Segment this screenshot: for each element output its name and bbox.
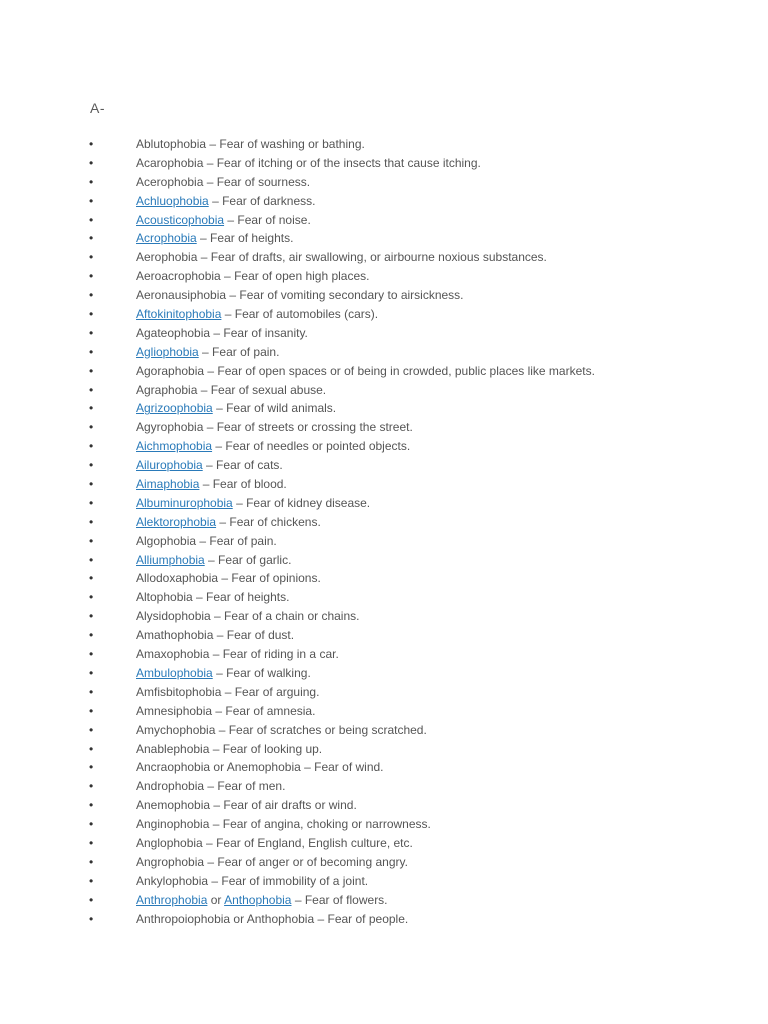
description-text: Anglophobia – Fear of England, English culture, etc. xyxy=(136,835,413,850)
bullet-icon: • xyxy=(89,288,94,303)
description-text: – Fear of heights. xyxy=(196,231,294,246)
bullet-icon: • xyxy=(89,269,94,284)
phobia-link[interactable]: Ambulophobia xyxy=(136,665,213,680)
description-text: – Fear of noise. xyxy=(224,212,311,227)
bullet-icon: • xyxy=(89,533,94,548)
list-item-text xyxy=(136,211,311,230)
description-text: – Fear of darkness. xyxy=(208,193,316,208)
bullet-icon: • xyxy=(89,420,94,435)
list-item-text xyxy=(136,399,336,418)
phobia-link[interactable]: Ailurophobia xyxy=(136,458,203,473)
description-text: – Fear of automobiles (cars). xyxy=(221,307,379,322)
list-item-text xyxy=(136,456,283,475)
bullet-icon: • xyxy=(89,344,94,359)
list-item-text xyxy=(136,834,413,853)
bullet-icon: • xyxy=(89,363,94,378)
phobia-link[interactable]: Agrizoophobia xyxy=(136,401,213,416)
bullet-icon: • xyxy=(89,212,94,227)
bullet-icon: • xyxy=(89,609,94,624)
list-item-text xyxy=(136,267,370,286)
description-text: Anablephobia – Fear of looking up. xyxy=(136,741,323,756)
list-item-text xyxy=(136,910,408,929)
phobia-link[interactable]: Aimaphobia xyxy=(136,477,200,492)
bullet-icon: • xyxy=(89,684,94,699)
bullet-icon: • xyxy=(89,401,94,416)
bullet-icon: • xyxy=(89,722,94,737)
bullet-icon: • xyxy=(89,137,94,151)
bullet-icon: • xyxy=(89,817,94,832)
list-item-text xyxy=(136,248,547,267)
description-text: Ankylophobia – Fear of immobility of a joint. xyxy=(136,873,369,888)
list-item-text xyxy=(136,702,315,721)
bullet-icon: • xyxy=(89,231,94,246)
description-text: Ablutophobia – Fear of washing or bathing. xyxy=(136,137,365,151)
list-item-text xyxy=(136,305,378,324)
description-text: Alysidophobia – Fear of a chain or chains. xyxy=(136,609,360,624)
bullet-icon: • xyxy=(89,741,94,756)
list-item-text xyxy=(136,777,285,796)
section-heading: A- xyxy=(90,100,105,116)
bullet-icon: • xyxy=(89,835,94,850)
list-item-text xyxy=(136,229,293,248)
list-item-text xyxy=(136,891,388,910)
phobia-link[interactable]: Acousticophobia xyxy=(136,212,225,227)
bullet-icon: • xyxy=(89,193,94,208)
description-text: Anemophobia – Fear of air drafts or wind. xyxy=(136,798,357,813)
description-text: Algophobia – Fear of pain. xyxy=(136,533,277,548)
bullet-icon: • xyxy=(89,458,94,473)
list-item-text xyxy=(136,664,311,683)
bullet-icon: • xyxy=(89,382,94,397)
list-item-text xyxy=(136,192,315,211)
phobia-link[interactable]: Achluophobia xyxy=(136,193,209,208)
bullet-icon: • xyxy=(89,854,94,869)
list-item-text xyxy=(136,872,368,891)
description-text: Aeronausiphobia – Fear of vomiting secondary to airsickness. xyxy=(136,288,464,303)
description-text: Acerophobia – Fear of sourness. xyxy=(136,174,311,189)
list-item-text xyxy=(136,853,408,872)
bullet-icon: • xyxy=(89,325,94,340)
bullet-icon: • xyxy=(89,495,94,510)
description-text: Ancraophobia or Anemophobia – Fear of wind. xyxy=(136,760,384,775)
list-item-text xyxy=(136,324,308,343)
list-item-text xyxy=(136,343,279,362)
description-text: – Fear of needles or pointed objects. xyxy=(212,439,411,454)
bullet-icon: • xyxy=(89,798,94,813)
description-text: Anthropoiophobia or Anthophobia – Fear of people. xyxy=(136,911,409,926)
description-text: – Fear of flowers. xyxy=(291,892,388,907)
bullet-icon: • xyxy=(89,665,94,680)
bullet-icon: • xyxy=(89,873,94,888)
list-item-text xyxy=(136,532,277,551)
description-text: Amychophobia – Fear of scratches or being scratched. xyxy=(136,722,427,737)
phobia-link[interactable]: Alliumphobia xyxy=(136,552,205,567)
description-text: – Fear of kidney disease. xyxy=(232,495,371,510)
bullet-icon: • xyxy=(89,477,94,492)
list-item-text xyxy=(136,286,464,305)
bullet-icon: • xyxy=(89,307,94,322)
bullet-icon: • xyxy=(89,892,94,907)
description-text: – Fear of blood. xyxy=(199,477,287,492)
description-text: Amaxophobia – Fear of riding in a car. xyxy=(136,647,339,662)
list-item-text xyxy=(136,645,339,664)
list-item-text xyxy=(136,758,384,777)
list-item-text xyxy=(136,154,481,173)
description-text: Agyrophobia – Fear of streets or crossing the street. xyxy=(136,420,413,435)
list-item-text xyxy=(136,815,431,834)
list-item-text xyxy=(136,740,322,759)
bullet-icon: • xyxy=(89,647,94,662)
description-text: – Fear of walking. xyxy=(212,665,311,680)
phobia-link[interactable]: Acrophobia xyxy=(136,231,197,246)
bullet-icon: • xyxy=(89,514,94,529)
bullet-icon: • xyxy=(89,760,94,775)
list-item-text xyxy=(136,494,370,513)
bullet-icon: • xyxy=(89,552,94,567)
description-text: Aeroacrophobia – Fear of open high places. xyxy=(136,269,370,284)
list-item-text xyxy=(136,683,319,702)
description-text: or xyxy=(207,892,225,907)
description-text: Amnesiphobia – Fear of amnesia. xyxy=(136,703,316,718)
bullet-icon: • xyxy=(89,439,94,454)
description-text: Agateophobia – Fear of insanity. xyxy=(136,325,308,340)
description-text: Agraphobia – Fear of sexual abuse. xyxy=(136,382,327,397)
list-item-text xyxy=(136,362,595,381)
description-text: Anginophobia – Fear of angina, choking or narrowness. xyxy=(136,817,431,832)
list-item-text xyxy=(136,173,310,192)
phobia-link[interactable]: Aichmophobia xyxy=(136,439,213,454)
bullet-icon: • xyxy=(89,174,94,189)
list-item-text xyxy=(136,569,321,588)
list-item-text xyxy=(136,588,289,607)
list-item-text xyxy=(136,513,321,532)
bullet-icon: • xyxy=(89,911,94,926)
description-text: – Fear of garlic. xyxy=(204,552,292,567)
list-item-text xyxy=(136,607,359,626)
bullet-icon: • xyxy=(89,590,94,605)
description-text: Aerophobia – Fear of drafts, air swallowing, or airbourne noxious substances. xyxy=(136,250,547,265)
description-text: Altophobia – Fear of heights. xyxy=(136,590,290,605)
bullet-icon: • xyxy=(89,628,94,643)
list-item-text xyxy=(136,475,287,494)
bullet-icon: • xyxy=(89,571,94,586)
bullet-icon: • xyxy=(89,250,94,265)
phobia-link[interactable]: Albuminurophobia xyxy=(136,495,233,510)
description-text: – Fear of pain. xyxy=(198,344,280,359)
bullet-icon: • xyxy=(89,155,94,170)
phobia-link[interactable]: Aftokinitophobia xyxy=(136,307,222,322)
description-text: Allodoxaphobia – Fear of opinions. xyxy=(136,571,321,586)
phobia-link[interactable]: Alektorophobia xyxy=(136,514,217,529)
phobia-link[interactable]: Agliophobia xyxy=(136,344,199,359)
bullet-icon: • xyxy=(89,779,94,794)
description-text: – Fear of cats. xyxy=(202,458,283,473)
description-text: Angrophobia – Fear of anger or of becoming angry. xyxy=(136,854,408,869)
list-item-text xyxy=(136,437,410,456)
description-text: Amfisbitophobia – Fear of arguing. xyxy=(136,684,320,699)
list-item-text xyxy=(136,796,357,815)
list-item-text xyxy=(136,721,427,740)
description-text: Androphobia – Fear of men. xyxy=(136,779,286,794)
description-text: Agoraphobia – Fear of open spaces or of being in crowded, public places like markets. xyxy=(136,363,595,378)
list-item-text xyxy=(136,626,294,645)
bullet-icon: • xyxy=(89,703,94,718)
list-item-text xyxy=(136,135,365,154)
list-item-text xyxy=(136,381,326,400)
description-text: – Fear of chickens. xyxy=(216,514,321,529)
description-text: Amathophobia – Fear of dust. xyxy=(136,628,295,643)
list-item-text xyxy=(136,551,291,570)
description-text: Acarophobia – Fear of itching or of the insects that cause itching. xyxy=(136,155,481,170)
phobia-link[interactable]: Anthrophobia xyxy=(136,892,208,907)
description-text: – Fear of wild animals. xyxy=(212,401,337,416)
list-item-text xyxy=(136,418,413,437)
phobia-link[interactable]: Anthophobia xyxy=(224,892,292,907)
